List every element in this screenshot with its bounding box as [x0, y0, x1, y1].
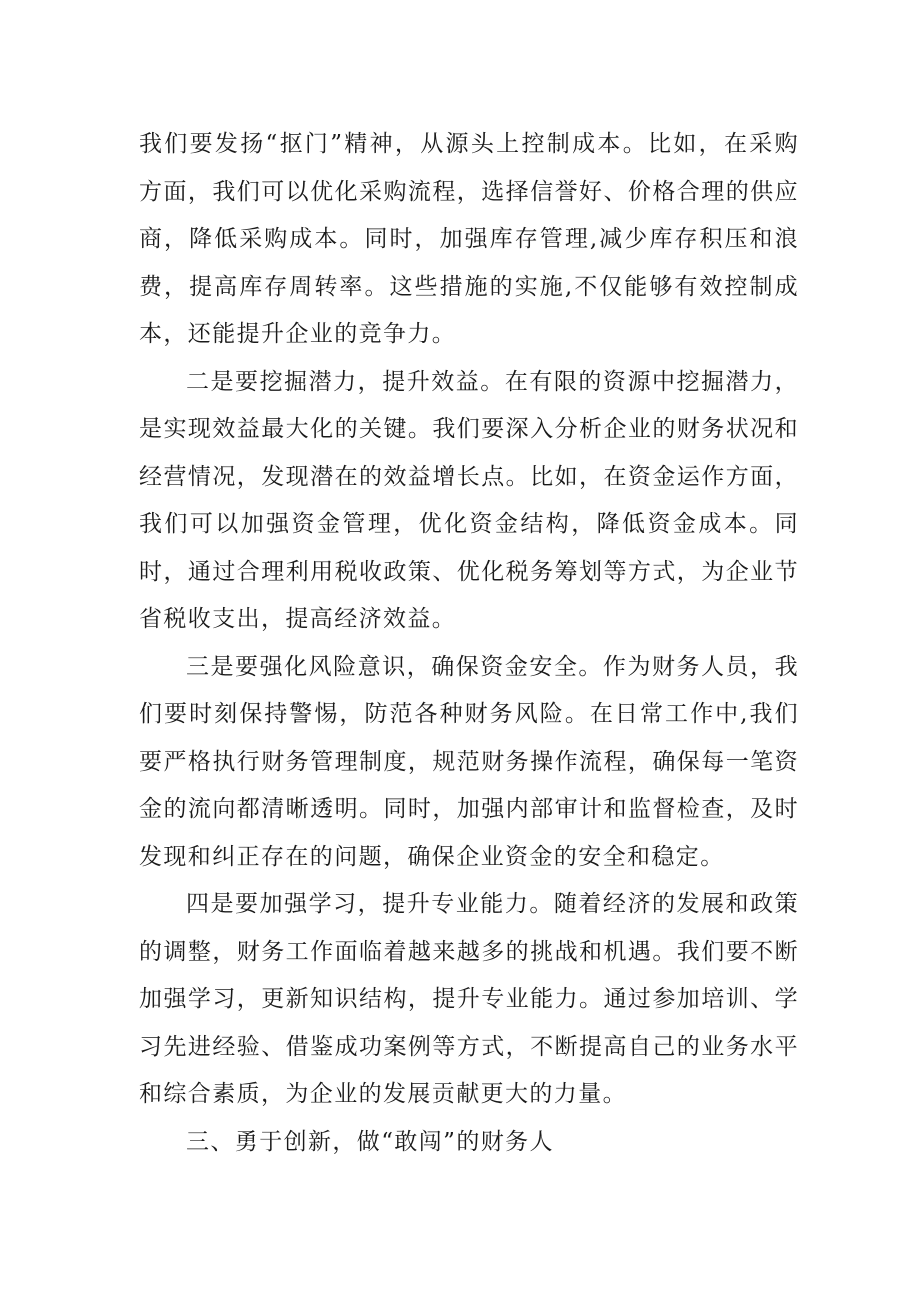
- document-body: [139, 121, 799, 1166]
- paragraph-risk-awareness: 三是要强化风险意识，确保资金安全。作为财务人员，我们要时刻保持警惕，防范各种财务风险。在日常工作中,我们要严格执行财务管理制度，规范财务操作流程，确保每一笔资金的流向都清晰透明。同时，加强内部审计和监督检查，及时发现和纠正存在的问题，确保企业资金的安全和稳定。: [139, 653, 799, 870]
- paragraph-strengthen-learning: 四是要加强学习，提升专业能力。随着经济的发展和政策的调整，财务工作面临着越来越多的挑战和机遇。我们要不断加强学习，更新知识结构，提升专业能力。通过参加培训、学习先进经验、借鉴成功案例等方式，不断提高自己的业务水平和综合素质，为企业的发展贡献更大的力量。: [139, 891, 799, 1107]
- paragraph-tap-potential: 二是要挖掘潜力，提升效益。在有限的资源中挖掘潜力，是实现效益最大化的关键。我们要深入分析企业的财务状况和经营情况，发现潜在的效益增长点。比如，在资金运作方面，我们可以加强资金管理，优化资金结构，降低资金成本。同时，通过合理利用税收政策、优化税务筹划等方式，为企业节省税收支出，提高经济效益。: [139, 368, 799, 632]
- section-heading: 三、勇于创新，做“敢闯”的财务人: [186, 1128, 554, 1155]
- paragraph-cost-control: 我们要发扬“抠门”精神，从源头上控制成本。比如，在采购方面，我们可以优化采购流程，选择信誉好、价格合理的供应商，降低采购成本。同时，加强库存管理,减少库存积压和浪费，提高库存周转率。这些措施的实施,不仅能够有效控制成本，还能提升企业的竞争力。: [139, 131, 799, 347]
